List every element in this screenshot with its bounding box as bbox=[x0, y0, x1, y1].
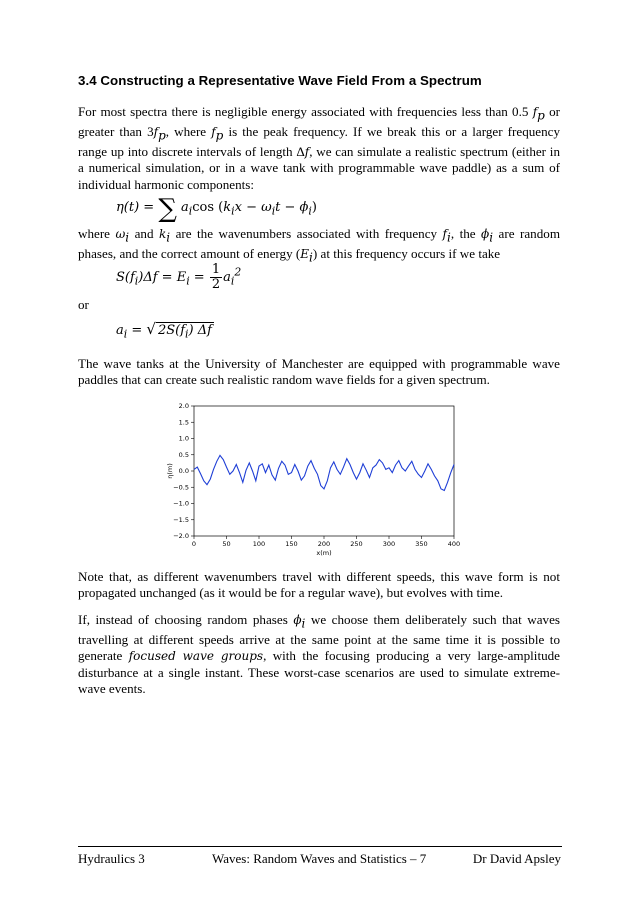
fraction-numerator: 1 bbox=[211, 262, 221, 277]
math-function: cos ( bbox=[192, 200, 224, 215]
equation-lhs: S(f bbox=[116, 270, 135, 285]
math-subscript: i bbox=[188, 204, 193, 218]
paragraph-spectrum-range bbox=[78, 104, 560, 193]
footer-left: Hydraulics 3 bbox=[78, 851, 145, 866]
math-symbol: f bbox=[153, 125, 159, 140]
math-symbol: = bbox=[127, 323, 147, 338]
math-symbol: a bbox=[223, 270, 231, 285]
x-tick-label: 400 bbox=[447, 540, 461, 548]
chart-ticks bbox=[173, 402, 460, 548]
math-symbol: x − ω bbox=[234, 200, 272, 215]
y-axis-label: η(m) bbox=[166, 463, 174, 479]
paragraph-focused-waves bbox=[78, 612, 560, 698]
text-run: we choose them deliberately such that waves travelling at different speeds arrive at the same point at the same time it is possible to generate bbox=[78, 612, 560, 664]
math-subscript: i bbox=[308, 204, 312, 218]
equation-energy bbox=[116, 263, 241, 292]
equation-lhs: η(t) = bbox=[116, 200, 155, 215]
paragraph-or: or bbox=[78, 297, 89, 312]
math-symbol: a bbox=[181, 200, 189, 215]
text-run: or greater than 3 bbox=[78, 104, 560, 140]
y-tick-label: 2.0 bbox=[178, 402, 189, 411]
math-subscript: i bbox=[186, 274, 190, 288]
math-symbol: 2S(f bbox=[157, 323, 186, 338]
math-symbol: ϕ bbox=[293, 613, 302, 627]
y-tick-label: −1.0 bbox=[173, 499, 189, 508]
x-axis-label: x(m) bbox=[316, 549, 332, 557]
x-tick-label: 200 bbox=[317, 540, 331, 548]
text-run: , with the focusing producing a very large-amplitude disturbance at a single instant. These worst-case scenarios are used to simulate extreme-wave events. bbox=[78, 648, 560, 697]
equation-amplitude bbox=[116, 320, 214, 341]
math-subscript: i bbox=[446, 230, 451, 245]
text-run: For most spectra there is negligible energy associated with frequencies less than 0.5 bbox=[78, 104, 533, 119]
math-superscript: 2 bbox=[234, 265, 242, 279]
y-tick-label: 0.0 bbox=[178, 467, 189, 476]
math-subscript: p bbox=[537, 108, 545, 123]
x-tick-label: 100 bbox=[252, 540, 266, 548]
text-run: are random phases, and the correct amount of energy ( bbox=[78, 226, 561, 262]
square-root bbox=[146, 320, 214, 341]
radicand bbox=[156, 322, 214, 341]
summation-symbol: ∑ bbox=[158, 194, 177, 224]
math-symbol: ω bbox=[115, 227, 126, 241]
math-symbol: k bbox=[158, 227, 167, 241]
math-symbol: f bbox=[304, 145, 310, 160]
emphasized-term: focused wave groups bbox=[128, 649, 264, 664]
fraction-denominator: 2 bbox=[211, 277, 221, 292]
math-subscript: i bbox=[125, 230, 130, 245]
math-symbol: ϕ bbox=[481, 227, 490, 241]
math-subscript: i bbox=[123, 327, 128, 341]
x-tick-label: 300 bbox=[382, 540, 396, 548]
text-run: where bbox=[78, 226, 116, 241]
wave-elevation-chart bbox=[150, 396, 470, 558]
text-run: , we can simulate a realistic spectrum (either in a numerical simulation, or in a wave tank with programmable wave paddle) as a sum of individual harmonic components: bbox=[78, 144, 560, 192]
y-tick-label: 0.5 bbox=[178, 450, 189, 459]
math-subscript: i bbox=[134, 274, 139, 288]
text-run: If, instead of choosing random phases bbox=[78, 612, 294, 627]
y-tick-label: −1.5 bbox=[173, 515, 189, 524]
text-run: , the bbox=[450, 226, 482, 241]
math-symbol: ) bbox=[311, 200, 317, 215]
math-subscript: i bbox=[271, 204, 276, 218]
x-tick-label: 50 bbox=[222, 540, 231, 548]
math-subscript: i bbox=[489, 230, 494, 245]
math-symbol: f bbox=[532, 105, 538, 119]
footer-rule bbox=[78, 846, 562, 847]
y-tick-label: −0.5 bbox=[173, 483, 189, 492]
footer-right: Dr David Apsley bbox=[472, 851, 561, 866]
math-symbol: t − ϕ bbox=[275, 200, 309, 215]
paragraph-wavenumbers bbox=[78, 226, 560, 266]
math-symbol: E bbox=[300, 247, 310, 262]
text-run: ) at this frequency occurs if we take bbox=[312, 246, 501, 262]
text-run: and bbox=[129, 226, 159, 241]
math-symbol: f bbox=[442, 227, 447, 241]
equation-wave-sum bbox=[116, 194, 317, 224]
y-tick-label: 1.0 bbox=[178, 434, 189, 443]
fraction bbox=[210, 263, 222, 292]
radical-sign: √ bbox=[146, 320, 156, 338]
x-tick-label: 350 bbox=[415, 540, 428, 548]
math-subscript: i bbox=[301, 616, 306, 631]
footer-center: Waves: Random Waves and Statistics – 7 bbox=[212, 851, 427, 866]
x-tick-label: 150 bbox=[285, 540, 298, 548]
math-subscript: p bbox=[215, 128, 224, 143]
math-symbol: = bbox=[189, 270, 209, 285]
math-symbol: f bbox=[211, 125, 216, 140]
paragraph-wave-tanks: The wave tanks at the University of Manchester are equipped with programmable wave paddles that can create such realistic random wave fields for a given spectrum. bbox=[78, 356, 560, 388]
math-symbol: a bbox=[116, 323, 124, 338]
math-subscript: i bbox=[231, 204, 235, 218]
math-symbol: k bbox=[223, 200, 232, 215]
x-tick-label: 0 bbox=[191, 540, 197, 548]
math-subscript: i bbox=[309, 250, 313, 265]
series-line bbox=[194, 455, 454, 490]
math-subscript: i bbox=[185, 327, 189, 341]
text-run: are the wavenumbers associated with frequency bbox=[170, 226, 443, 241]
math-subscript: p bbox=[158, 128, 166, 143]
paragraph-note: Note that, as different wavenumbers travel with different speeds, this wave form is not propagated unchanged (as it would be for a regular wave), but evolves with time. bbox=[78, 569, 560, 601]
text-run: is the peak frequency. If we break this or a larger frequency range up into discrete intervals of length Δ bbox=[78, 124, 560, 160]
section-heading: 3.4 Constructing a Representative Wave Field From a Spectrum bbox=[78, 73, 482, 88]
math-symbol: ) Δf bbox=[188, 323, 212, 338]
x-tick-label: 250 bbox=[350, 540, 363, 548]
math-subscript: i bbox=[166, 230, 171, 245]
math-subscript: i bbox=[230, 274, 235, 288]
math-symbol: )Δf = E bbox=[138, 270, 187, 285]
y-tick-label: −2.0 bbox=[173, 532, 189, 541]
text-run: , where bbox=[165, 124, 212, 140]
y-tick-label: 1.5 bbox=[178, 418, 189, 427]
